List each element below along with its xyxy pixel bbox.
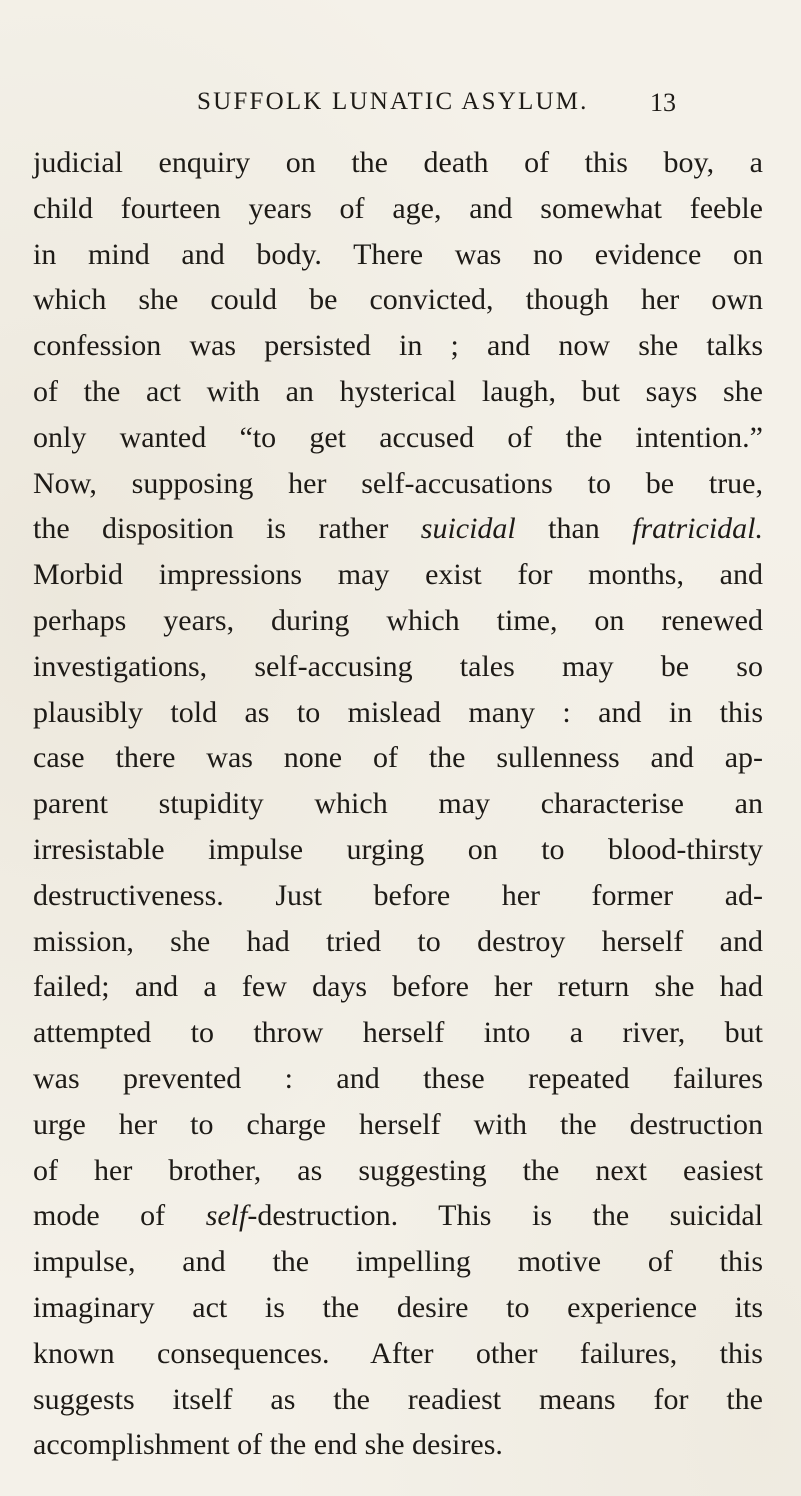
text-line: Morbid impressions may exist for months, and — [33, 558, 763, 592]
text-line: suggests itself as the readiest means for the — [33, 1382, 763, 1416]
text-line: impulse, and the impelling motive of this — [33, 1245, 763, 1279]
running-title: SUFFOLK LUNATIC ASYLUM. — [197, 88, 589, 115]
text-line: mission, she had tried to destroy herself and — [33, 924, 763, 958]
text-line: in mind and body. There was no evidence on — [33, 237, 763, 271]
text-line — [33, 506, 763, 552]
text-line: case there was none of the sullenness and ap- — [33, 741, 763, 775]
italic-term-self: self — [205, 1199, 248, 1233]
running-head — [0, 88, 801, 128]
text-line: urge her to charge herself with the destruction — [33, 1107, 763, 1141]
text-run: -destruction. This is the suicidal — [247, 1199, 763, 1233]
text-line: attempted to throw herself into a river, but — [33, 1016, 763, 1050]
text-line: irresistable impulse urging on to blood-thirsty — [33, 832, 763, 866]
text-line: confession was persisted in ; and now she talks — [33, 329, 763, 363]
text-line: which she could be convicted, though her own — [33, 283, 763, 317]
text-line: perhaps years, during which time, on renewed — [33, 603, 763, 637]
text-line: investigations, self-accusing tales may be so — [33, 649, 763, 683]
text-line — [33, 1193, 763, 1239]
text-line: parent stupidity which may characterise an — [33, 787, 763, 821]
text-line: failed; and a few days before her return she had — [33, 970, 763, 1004]
text-line: of her brother, as suggesting the next easiest — [33, 1153, 763, 1187]
text-line: child fourteen years of age, and somewhat feeble — [33, 191, 763, 225]
text-line: Now, supposing her self-accusations to be true, — [33, 466, 763, 500]
text-line: plausibly told as to mislead many : and in this — [33, 695, 763, 729]
text-line: was prevented : and these repeated failures — [33, 1061, 763, 1095]
italic-term-fratricidal: fratricidal. — [632, 512, 763, 546]
text-line: imaginary act is the desire to experience its — [33, 1290, 763, 1324]
text-line: of the act with an hysterical laugh, but says she — [33, 374, 763, 408]
body-paragraph — [33, 140, 763, 1468]
text-run: mode of — [33, 1199, 206, 1233]
italic-term-suicidal: suicidal — [420, 512, 516, 546]
page-number: 13 — [650, 88, 676, 117]
text-run: the disposition is rather — [33, 512, 421, 546]
text-line: accomplishment of the end she desires. — [33, 1428, 503, 1462]
text-line: judicial enquiry on the death of this boy, a — [33, 146, 763, 179]
text-line: known consequences. After other failures, this — [33, 1336, 763, 1370]
text-line: destructiveness. Just before her former ad- — [33, 878, 763, 912]
text-line: only wanted “to get accused of the intention.” — [33, 420, 763, 454]
text-run: than — [515, 512, 633, 546]
